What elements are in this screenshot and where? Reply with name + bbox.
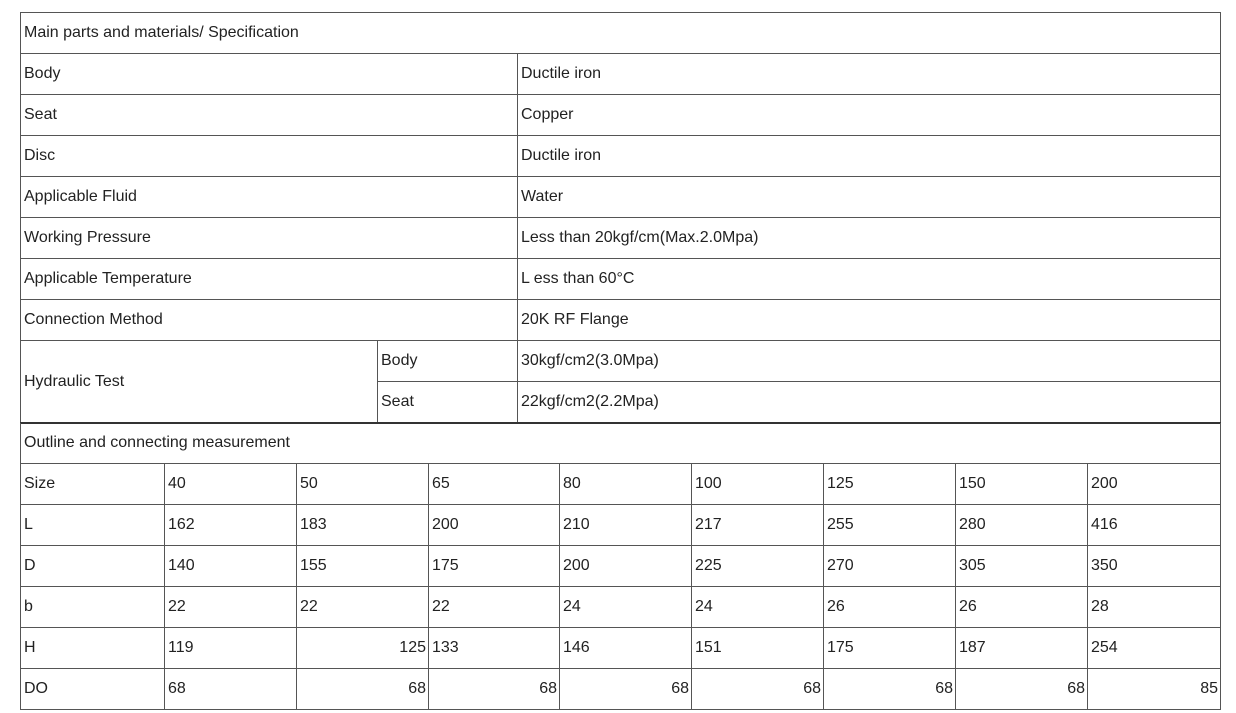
spec-label: Working Pressure — [21, 218, 518, 259]
spec-value: Ductile iron — [518, 136, 1221, 177]
measure-title: Outline and connecting measurement — [21, 423, 1221, 464]
measure-cell: 151 — [692, 628, 824, 669]
measure-label: DO — [21, 669, 165, 710]
measure-cell: 280 — [956, 505, 1088, 546]
spec-row-body — [21, 54, 1221, 95]
spec-label: Connection Method — [21, 300, 518, 341]
measure-label: H — [21, 628, 165, 669]
spec-label: Applicable Fluid — [21, 177, 518, 218]
measure-cell: 85 — [1088, 669, 1221, 710]
spec-row-pressure — [21, 218, 1221, 259]
measure-row-l — [21, 505, 1221, 546]
measure-cell: 65 — [429, 464, 560, 505]
measure-cell: 68 — [824, 669, 956, 710]
spec-title-row — [21, 13, 1221, 54]
measure-row-d — [21, 546, 1221, 587]
measure-cell: 40 — [165, 464, 297, 505]
spec-value: Water — [518, 177, 1221, 218]
measure-row-size — [21, 464, 1221, 505]
measure-row-do — [21, 669, 1221, 710]
measure-cell: 68 — [692, 669, 824, 710]
measure-cell: 22 — [165, 587, 297, 628]
measure-cell: 225 — [692, 546, 824, 587]
measure-cell: 200 — [1088, 464, 1221, 505]
spec-row-disc — [21, 136, 1221, 177]
measure-row-h — [21, 628, 1221, 669]
measure-cell: 68 — [429, 669, 560, 710]
measure-cell: 119 — [165, 628, 297, 669]
spec-label: Applicable Temperature — [21, 259, 518, 300]
measure-cell: 217 — [692, 505, 824, 546]
spec-row-temperature — [21, 259, 1221, 300]
measure-cell: 68 — [560, 669, 692, 710]
measure-cell: 80 — [560, 464, 692, 505]
measure-cell: 24 — [692, 587, 824, 628]
measure-cell: 26 — [824, 587, 956, 628]
spec-label: Body — [21, 54, 518, 95]
hydraulic-sub-label: Seat — [378, 382, 518, 424]
measure-cell: 26 — [956, 587, 1088, 628]
measure-cell: 125 — [297, 628, 429, 669]
spec-value: L ess than 60°C — [518, 259, 1221, 300]
spec-value: Ductile iron — [518, 54, 1221, 95]
measure-cell: 270 — [824, 546, 956, 587]
measure-cell: 416 — [1088, 505, 1221, 546]
spec-row-hydraulic-body — [21, 341, 1221, 382]
measure-cell: 350 — [1088, 546, 1221, 587]
measure-cell: 150 — [956, 464, 1088, 505]
measure-cell: 175 — [824, 628, 956, 669]
measure-cell: 22 — [297, 587, 429, 628]
measure-cell: 155 — [297, 546, 429, 587]
measure-label: D — [21, 546, 165, 587]
measure-cell: 125 — [824, 464, 956, 505]
measure-cell: 146 — [560, 628, 692, 669]
measurement-table — [20, 423, 1221, 710]
measure-cell: 100 — [692, 464, 824, 505]
measure-row-b — [21, 587, 1221, 628]
hydraulic-sub-label: Body — [378, 341, 518, 382]
measure-cell: 24 — [560, 587, 692, 628]
measure-cell: 210 — [560, 505, 692, 546]
hydraulic-test-label: Hydraulic Test — [21, 341, 378, 424]
spec-value: 20K RF Flange — [518, 300, 1221, 341]
measure-cell: 140 — [165, 546, 297, 587]
measure-cell: 255 — [824, 505, 956, 546]
measure-label: L — [21, 505, 165, 546]
measure-cell: 175 — [429, 546, 560, 587]
measure-cell: 305 — [956, 546, 1088, 587]
measure-cell: 68 — [297, 669, 429, 710]
measure-cell: 50 — [297, 464, 429, 505]
measure-cell: 22 — [429, 587, 560, 628]
measure-title-row — [21, 423, 1221, 464]
measure-cell: 68 — [165, 669, 297, 710]
measure-cell: 187 — [956, 628, 1088, 669]
measure-cell: 68 — [956, 669, 1088, 710]
measure-cell: 200 — [560, 546, 692, 587]
measure-label: Size — [21, 464, 165, 505]
spec-row-fluid — [21, 177, 1221, 218]
spec-title: Main parts and materials/ Specification — [21, 13, 1221, 54]
measure-label: b — [21, 587, 165, 628]
spec-label: Seat — [21, 95, 518, 136]
measure-cell: 200 — [429, 505, 560, 546]
spec-row-connection — [21, 300, 1221, 341]
measure-cell: 133 — [429, 628, 560, 669]
measure-cell: 162 — [165, 505, 297, 546]
spec-value: Copper — [518, 95, 1221, 136]
measure-cell: 183 — [297, 505, 429, 546]
spec-row-seat — [21, 95, 1221, 136]
spec-value: Less than 20kgf/cm(Max.2.0Mpa) — [518, 218, 1221, 259]
spec-label: Disc — [21, 136, 518, 177]
hydraulic-value: 22kgf/cm2(2.2Mpa) — [518, 382, 1221, 424]
hydraulic-value: 30kgf/cm2(3.0Mpa) — [518, 341, 1221, 382]
specification-table — [20, 12, 1221, 424]
measure-cell: 28 — [1088, 587, 1221, 628]
measure-cell: 254 — [1088, 628, 1221, 669]
